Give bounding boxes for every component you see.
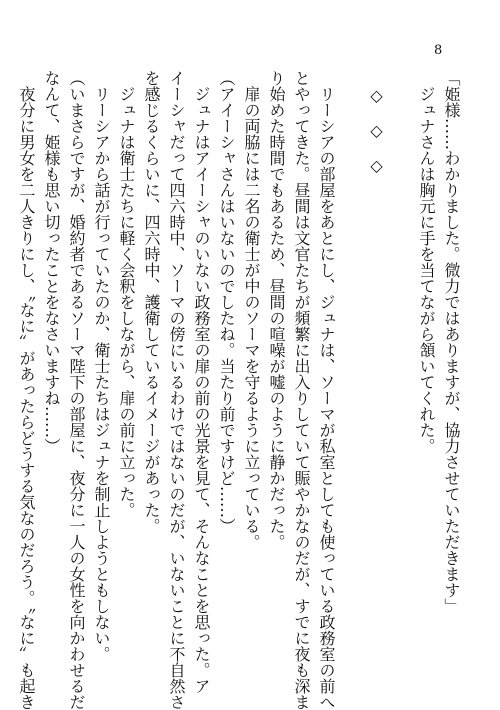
text-line-15: リーシアから話が行っていたのか、衛士たちはジュナを制止しようともしない。 <box>92 70 111 662</box>
blank-line-1 <box>389 70 414 688</box>
section-break-line: ◇ ◇ ◇ <box>367 70 386 175</box>
text-line-10: （アイーシャさんはいないのでしたね。当たり前ですけど……） <box>217 70 236 534</box>
text-line-7: とやってきた。昼間は文官たちが頻繁に出入りしていて賑やかなのだが、すでに夜も深ま <box>292 70 311 710</box>
blank-line-2 <box>339 70 364 688</box>
text-line-13: を感じるくらいに、四六時中、護衛しているイメージがあった。 <box>142 70 161 534</box>
text-line-12: イーシャだって四六時中、ソーマの傍にいるわけではないのだが、いないことに不自然さ <box>167 70 186 710</box>
text-line-2: ジュナさんは胸元に手を当てながら頷いてくれた。 <box>417 70 436 454</box>
text-line-1: 「姫様……わかりました。微力ではありますが、協力させていただきます」 <box>442 70 461 614</box>
text-line-17: なんて、姫様も思い切ったことをなさいますね……） <box>42 70 61 454</box>
text-line-18: 夜分に男女を二人きりにし、〝なに〟があったらどうする気なのだろう。〝なに〟も起き <box>17 70 36 710</box>
page-number: 8 <box>434 43 443 58</box>
text-line-6: リーシアの部屋をあとにし、ジュナは、ソーマが私室としても使っている政務室の前へ <box>317 70 336 710</box>
text-line-9: 扉の両脇には二名の衛士が中のソーマを守るように立っている。 <box>242 70 261 550</box>
text-line-11: ジュナはアイーシャのいない政務室の扉の前の光景を見て、そんなことを思った。ア <box>192 70 211 694</box>
text-line-8: り始めた時間でもあるため、昼間の喧噪が嘘のように静かだった。 <box>267 70 286 550</box>
text-line-16: （いまさらですが、婚約者であるソーマ陛下の部屋に、夜分に一人の女性を向かわせるだ <box>67 70 86 710</box>
text-line-14: ジュナは衛士たちに軽く会釈をしながら、扉の前に立った。 <box>117 70 136 518</box>
vertical-text-block <box>17 70 464 710</box>
